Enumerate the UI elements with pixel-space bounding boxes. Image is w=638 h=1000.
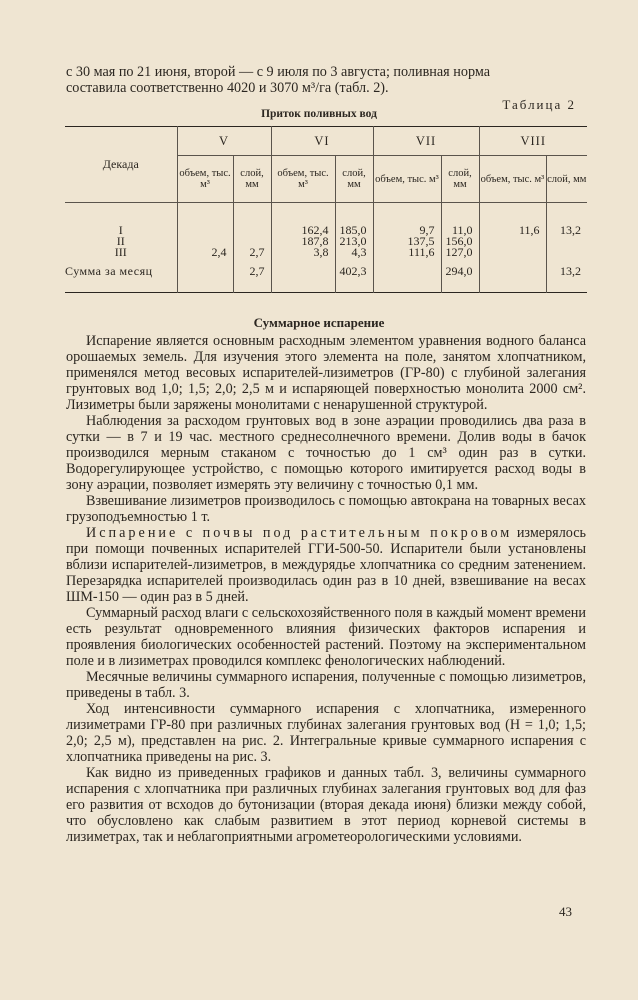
table-cell: 11,6 <box>479 203 546 259</box>
paragraph: Как видно из приведенных графиков и данных табл. 3, величины суммарного испарения с хлопчатника при различных глубинах залегания грунтовых вод для фаз его развития от всходов до бутонизации (вторая декада июня) близки между собой, что обусловлено как слабым развитием в этот период корневой системы в лизиметрах, так и неблагоприятными агрометеорологическими условиями. <box>66 765 586 845</box>
intro-line: составила соответственно 4020 и 3070 м³/га (табл. 2). <box>66 80 389 96</box>
layer-subheader: слой, мм <box>441 156 479 203</box>
table-cell: 11,0 156,0 127,0 <box>441 203 479 259</box>
section-body <box>66 333 586 845</box>
table-caption: Таблица 2 <box>502 97 576 112</box>
month-header: VI <box>271 127 373 156</box>
sum-cell <box>479 258 546 292</box>
sum-cell: 13,2 <box>546 258 587 292</box>
volume-subheader: объем, тыс. м³ <box>373 156 441 203</box>
paragraph: Суммарный расход влаги с сельскохозяйственного поля в каждый момент времени есть результат одновременного влияния физических факторов испарения и проявления биологических особенностей растений. Поэтому на экспериментальном поле и в лизиметрах проводился комплекс фенологических наблюдений. <box>66 605 586 669</box>
layer-subheader: слой, мм <box>335 156 373 203</box>
sum-cell: 2,7 <box>233 258 271 292</box>
table-cell: 9,7 137,5 111,6 <box>373 203 441 259</box>
paragraph <box>66 525 586 605</box>
layer-subheader: слой, мм <box>233 156 271 203</box>
table-title: Приток поливных вод <box>261 108 377 120</box>
intro-line: с 30 мая по 21 июня, второй — с 9 июля по 3 августа; поливная норма <box>66 64 491 80</box>
month-header: V <box>177 127 271 156</box>
paragraph: Месячные величины суммарного испарения, полученные с помощью лизиметров, приведены в табл. 3. <box>66 669 586 701</box>
layer-subheader: слой, мм <box>546 156 587 203</box>
sum-label: Сумма за месяц <box>65 264 153 278</box>
volume-subheader: объем, тыс. м³ <box>271 156 335 203</box>
irrigation-inflow-table <box>65 126 587 293</box>
sum-cell: 294,0 <box>441 258 479 292</box>
paragraph-rest: измерялось при помощи почвенных испарителей ГГИ-500-50. Испарители были установлены вблизи испарителей-лизиметров, в междурядье хлопчатника со средним затенением. Перезарядка испарителей производилась один раз в 10 дней, взвешивание на весах ШМ-150 — один раз в 5 дней. <box>66 525 587 605</box>
table-cell: 13,2 <box>546 203 587 259</box>
table-cell: 185,0 213,0 4,3 <box>335 203 373 259</box>
decade-labels: I II III <box>114 223 127 259</box>
table-cell: 2,4 <box>177 203 233 259</box>
decade-header: Декада <box>65 127 177 203</box>
sum-cell <box>271 258 335 292</box>
paragraph: Взвешивание лизиметров производилось с помощью автокрана на товарных весах грузоподъемностью 1 т. <box>66 493 586 525</box>
paragraph: Наблюдения за расходом грунтовых вод в зоне аэрации проводились два раза в сутки — в 7 и 19 час. местного среднесолнечного времени. Долив воды в бачок производился мерным стаканом с точностью до 1 см³ один раз в сутки. Водорегулирующее устройство, с помощью которого имитируется расход воды в зону аэрации, позволяет измерять эту величину с точностью 0,1 мм. <box>66 413 586 493</box>
page-number: 43 <box>559 904 572 919</box>
month-header: VIII <box>479 127 587 156</box>
volume-subheader: объем, тыс. м³ <box>177 156 233 203</box>
volume-subheader: объем, тыс. м³ <box>479 156 546 203</box>
intro-text <box>66 64 586 96</box>
spaced-phrase: Испарение с почвы под растительным покровом <box>86 525 513 541</box>
month-header: VII <box>373 127 479 156</box>
paragraph: Испарение является основным расходным элементом уравнения водного баланса орошаемых земель. Для изучения этого элемента на поле, занятом хлопчатником, применялся метод весовых испарителей-лизиметров (ГР-80) с глубиной залегания грунтовых вод 1,0; 1,5; 2,0; 2,5 м и испаряющей поверхностью монолита 2000 см². Лизиметры были заряжены монолитами с ненарушенной структурой. <box>66 333 586 413</box>
sum-cell <box>373 258 441 292</box>
table-cell: 162,4 187,8 3,8 <box>271 203 335 259</box>
sum-cell <box>177 258 233 292</box>
section-title: Суммарное испарение <box>253 315 385 330</box>
paragraph: Ход интенсивности суммарного испарения с хлопчатника, измеренного лизиметрами ГР-80 при различных глубинах залегания грунтовых вод (H = 1,0; 1,5; 2,0; 2,5 м), представлен на рис. 2. Интегральные кривые суммарного испарения с хлопчатника приведены на рис. 3. <box>66 701 586 765</box>
sum-cell: 402,3 <box>335 258 373 292</box>
table-cell: 2,7 <box>233 203 271 259</box>
